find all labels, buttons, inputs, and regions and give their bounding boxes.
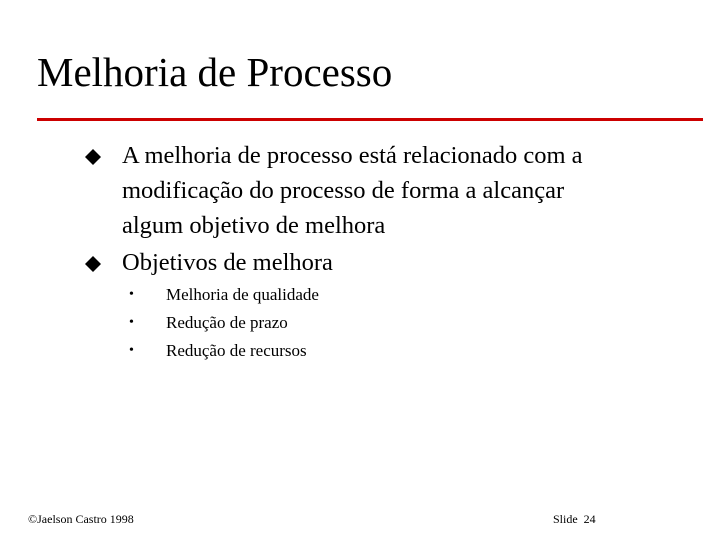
bullet-item-1 (122, 138, 682, 243)
sub-bullet-dot-icon: • (129, 315, 134, 330)
sub-bullet-item-1: Melhoria de qualidade (166, 285, 319, 304)
sub-bullet-item-2: Redução de prazo (166, 313, 288, 332)
sub-bullet-dot-icon: • (129, 343, 134, 358)
bullet-item-2 (122, 245, 682, 280)
slide-label: Slide (553, 512, 578, 526)
title-divider (37, 118, 703, 121)
bullet-1-line-2: modificação do processo de forma a alcançar (122, 177, 565, 204)
footer-copyright: ©Jaelson Castro 1998 (28, 512, 134, 526)
sub-bullet-dot-icon: • (129, 287, 134, 302)
diamond-bullet-icon (84, 255, 102, 276)
diamond-bullet-icon (84, 148, 102, 169)
slide-number: 24 (583, 512, 596, 526)
bullet-1-line-3: algum objetivo de melhora (122, 212, 386, 239)
bullet-1-line-1: A melhoria de processo está relacionado com a (122, 142, 583, 169)
footer-slide-number (553, 513, 596, 525)
bullet-2-line-1: Objetivos de melhora (122, 249, 333, 276)
sub-bullet-item-3: Redução de recursos (166, 341, 307, 360)
slide-title: Melhoria de Processo (37, 49, 393, 95)
